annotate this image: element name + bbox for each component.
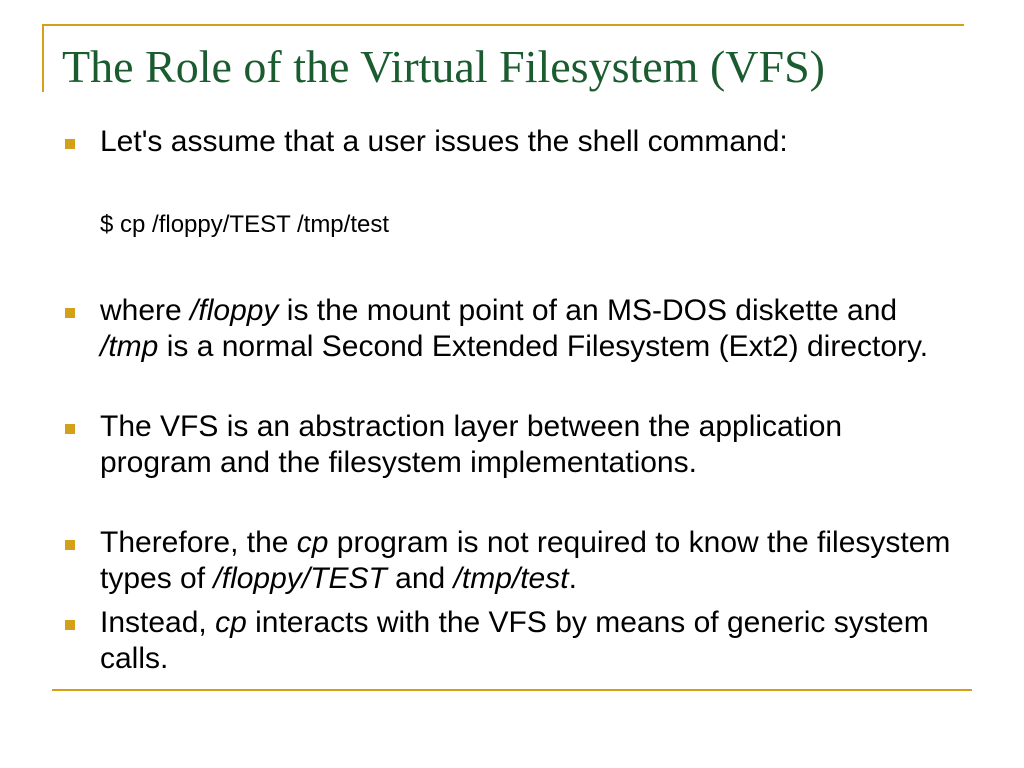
square-bullet-icon xyxy=(65,424,75,434)
bullet-text-4: Therefore, the cp program is not required to know the filesystem types of /floppy/TEST and /tmp/test. xyxy=(100,526,951,595)
square-bullet-icon xyxy=(65,540,75,550)
bottom-border-line xyxy=(52,689,972,691)
bullet-text-1: Let's assume that a user issues the shell command: xyxy=(100,125,788,158)
top-border-line xyxy=(42,24,964,26)
bullet-text-3: The VFS is an abstraction layer between the application program and the filesystem implementations. xyxy=(100,410,843,479)
square-bullet-icon xyxy=(65,139,75,149)
shell-command: $ cp /floppy/TEST /tmp/test xyxy=(100,211,390,238)
square-bullet-icon xyxy=(65,308,75,318)
bullet-text-2: where /floppy is the mount point of an MS-DOS diskette and /tmp is a normal Second Extended Filesystem (Ext2) directory. xyxy=(100,294,929,363)
left-border-line xyxy=(42,24,44,92)
bullet-text-5: Instead, cp interacts with the VFS by means of generic system calls. xyxy=(100,606,929,675)
slide-title: The Role of the Virtual Filesystem (VFS) xyxy=(62,41,825,92)
square-bullet-icon xyxy=(65,620,75,630)
